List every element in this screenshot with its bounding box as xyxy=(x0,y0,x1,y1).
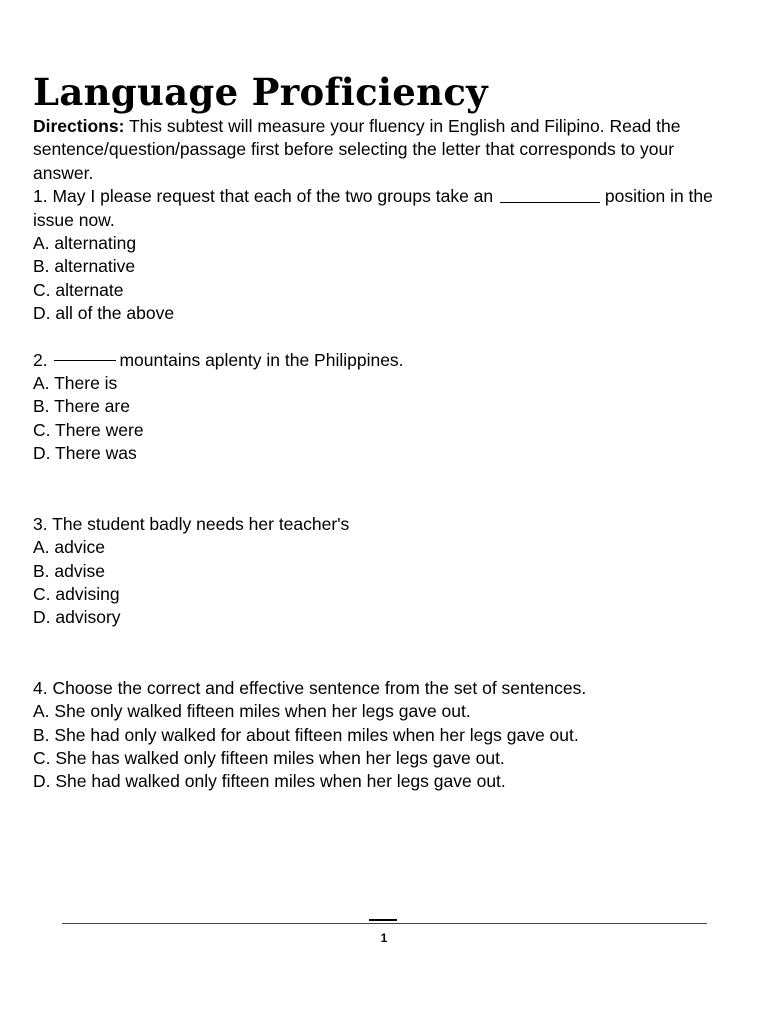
answer-option: A. advice xyxy=(33,537,105,558)
question-2 xyxy=(33,349,723,466)
question-4 xyxy=(33,677,723,794)
answer-option: D. There was xyxy=(33,443,137,464)
answer-option: C. There were xyxy=(33,419,144,440)
question-stem xyxy=(33,349,723,372)
question-stem-text: mountains aplenty in the Philippines. xyxy=(119,349,404,370)
question-3 xyxy=(33,513,723,630)
question-1 xyxy=(33,185,723,325)
question-stem-text: position in the issue now. xyxy=(33,186,713,230)
answer-option: B. alternative xyxy=(33,256,136,277)
answer-blank xyxy=(54,360,116,361)
question-stem-text: 3. The student badly needs her teacher's xyxy=(33,513,350,534)
directions-paragraph xyxy=(33,115,723,185)
answer-option: C. She has walked only fifteen miles when her legs gave out. xyxy=(33,747,505,768)
test-content xyxy=(33,115,723,794)
answer-option: B. She had only walked for about fifteen miles when her legs gave out. xyxy=(33,724,579,745)
answer-option: B. advise xyxy=(33,560,105,581)
directions-label: Directions: xyxy=(33,116,125,136)
page-title: Language Proficiency xyxy=(33,70,488,114)
answer-option: D. all of the above xyxy=(33,303,175,324)
answer-option: C. advising xyxy=(33,583,120,604)
footer-divider xyxy=(62,923,707,924)
question-stem-text: 4. Choose the correct and effective sentence from the set of sentences. xyxy=(33,677,587,698)
directions-text: This subtest will measure your fluency in English and Filipino. Read the sentence/question/passage first before selecting the letter that corresponds to your answer. xyxy=(33,116,681,183)
page-number: 1 xyxy=(380,931,388,945)
answer-option: D. advisory xyxy=(33,607,121,628)
footer-divider-mark xyxy=(369,919,397,921)
answer-option: A. There is xyxy=(33,373,118,394)
answer-option: D. She had walked only fifteen miles when her legs gave out. xyxy=(33,771,506,792)
answer-option: C. alternate xyxy=(33,279,124,300)
question-stem-text: 1. May I please request that each of the two groups take an xyxy=(33,186,499,207)
question-stem-text: 2. xyxy=(33,349,53,370)
question-stem xyxy=(33,677,723,700)
answer-option: A. alternating xyxy=(33,233,137,254)
answer-option: B. There are xyxy=(33,396,130,417)
question-stem xyxy=(33,185,723,232)
answer-blank xyxy=(500,192,600,203)
answer-option: A. She only walked fifteen miles when her legs gave out. xyxy=(33,701,471,722)
question-stem xyxy=(33,513,723,536)
